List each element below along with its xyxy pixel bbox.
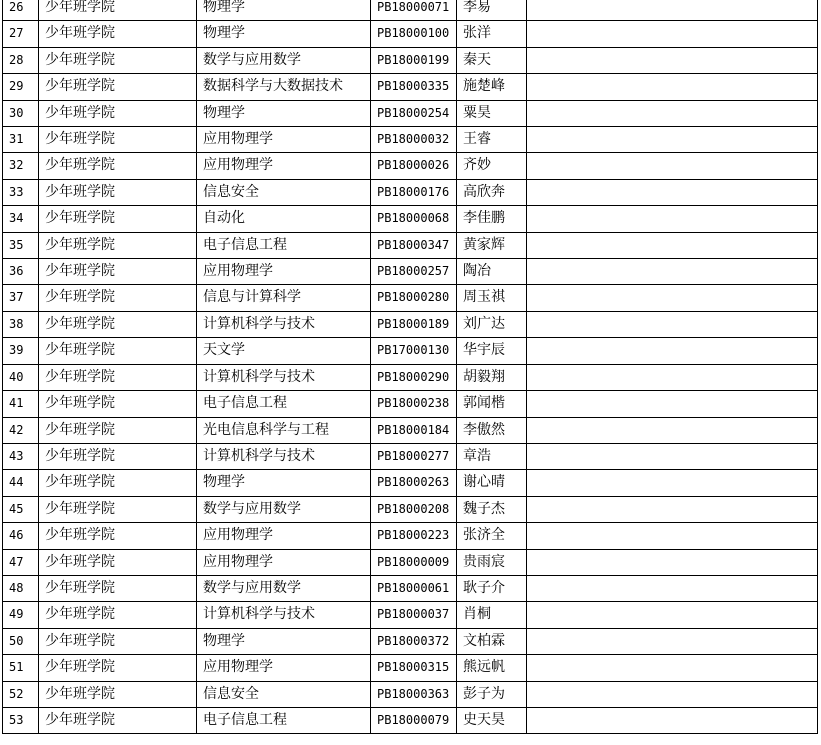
student-id-cell: PB18000372: [371, 628, 457, 654]
student-id-cell: PB18000335: [371, 74, 457, 100]
row-number-cell: 36: [3, 259, 39, 285]
student-id-cell: PB18000315: [371, 655, 457, 681]
empty-cell: [527, 127, 818, 153]
table-row: [3, 523, 818, 549]
row-number-cell: 50: [3, 628, 39, 654]
college-cell: 少年班学院: [39, 628, 197, 654]
row-number-cell: 30: [3, 100, 39, 126]
major-cell: 光电信息科学与工程: [197, 417, 371, 443]
college-cell: 少年班学院: [39, 338, 197, 364]
empty-cell: [527, 259, 818, 285]
student-name-cell: 谢心晴: [457, 470, 527, 496]
college-cell: 少年班学院: [39, 21, 197, 47]
row-number-cell: 51: [3, 655, 39, 681]
major-cell: 应用物理学: [197, 127, 371, 153]
row-number-cell: 49: [3, 602, 39, 628]
student-name-cell: 施楚峰: [457, 74, 527, 100]
row-number-cell: 46: [3, 523, 39, 549]
student-id-cell: PB18000347: [371, 232, 457, 258]
student-name-cell: 秦天: [457, 47, 527, 73]
table-row: [3, 338, 818, 364]
table-row: [3, 364, 818, 390]
student-name-cell: 粟昊: [457, 100, 527, 126]
college-cell: 少年班学院: [39, 259, 197, 285]
student-id-cell: PB18000277: [371, 443, 457, 469]
table-row: [3, 127, 818, 153]
student-name-cell: 耿子介: [457, 575, 527, 601]
table-row: [3, 681, 818, 707]
table-row: [3, 602, 818, 628]
major-cell: 电子信息工程: [197, 232, 371, 258]
table-row: [3, 47, 818, 73]
college-cell: 少年班学院: [39, 100, 197, 126]
table-row: [3, 74, 818, 100]
student-name-cell: 陶冶: [457, 259, 527, 285]
empty-cell: [527, 311, 818, 337]
major-cell: 物理学: [197, 100, 371, 126]
college-cell: 少年班学院: [39, 74, 197, 100]
student-id-cell: PB18000100: [371, 21, 457, 47]
college-cell: 少年班学院: [39, 443, 197, 469]
empty-cell: [527, 655, 818, 681]
row-number-cell: 42: [3, 417, 39, 443]
student-id-cell: PB18000176: [371, 179, 457, 205]
college-cell: 少年班学院: [39, 417, 197, 443]
empty-cell: [527, 232, 818, 258]
student-name-cell: 李佳鹏: [457, 206, 527, 232]
row-number-cell: 35: [3, 232, 39, 258]
student-id-cell: PB18000184: [371, 417, 457, 443]
table-row: [3, 0, 818, 21]
college-cell: 少年班学院: [39, 575, 197, 601]
student-name-cell: 章浩: [457, 443, 527, 469]
student-name-cell: 史天昊: [457, 707, 527, 733]
student-name-cell: 贵雨宸: [457, 549, 527, 575]
student-id-cell: PB18000280: [371, 285, 457, 311]
student-name-cell: 李易: [457, 0, 527, 21]
empty-cell: [527, 100, 818, 126]
table-row: [3, 232, 818, 258]
student-id-cell: PB18000068: [371, 206, 457, 232]
table-row: [3, 259, 818, 285]
college-cell: 少年班学院: [39, 602, 197, 628]
empty-cell: [527, 153, 818, 179]
empty-cell: [527, 47, 818, 73]
college-cell: 少年班学院: [39, 47, 197, 73]
row-number-cell: 26: [3, 0, 39, 21]
table-row: [3, 496, 818, 522]
empty-cell: [527, 74, 818, 100]
table-row: [3, 443, 818, 469]
student-id-cell: PB18000290: [371, 364, 457, 390]
major-cell: 电子信息工程: [197, 707, 371, 733]
student-id-cell: PB18000037: [371, 602, 457, 628]
row-number-cell: 29: [3, 74, 39, 100]
table-row: [3, 285, 818, 311]
row-number-cell: 37: [3, 285, 39, 311]
major-cell: 电子信息工程: [197, 391, 371, 417]
row-number-cell: 47: [3, 549, 39, 575]
table-row: [3, 628, 818, 654]
student-id-cell: PB18000263: [371, 470, 457, 496]
student-id-cell: PB18000079: [371, 707, 457, 733]
table-row: [3, 549, 818, 575]
student-name-cell: 肖桐: [457, 602, 527, 628]
major-cell: 信息安全: [197, 681, 371, 707]
student-name-cell: 张洋: [457, 21, 527, 47]
table-row: [3, 707, 818, 733]
empty-cell: [527, 602, 818, 628]
row-number-cell: 52: [3, 681, 39, 707]
major-cell: 天文学: [197, 338, 371, 364]
table-row: [3, 655, 818, 681]
empty-cell: [527, 549, 818, 575]
college-cell: 少年班学院: [39, 179, 197, 205]
empty-cell: [527, 681, 818, 707]
college-cell: 少年班学院: [39, 153, 197, 179]
student-id-cell: PB18000061: [371, 575, 457, 601]
table-row: [3, 153, 818, 179]
student-name-cell: 王睿: [457, 127, 527, 153]
major-cell: 物理学: [197, 0, 371, 21]
major-cell: 数学与应用数学: [197, 47, 371, 73]
student-name-cell: 刘广达: [457, 311, 527, 337]
row-number-cell: 38: [3, 311, 39, 337]
empty-cell: [527, 338, 818, 364]
row-number-cell: 43: [3, 443, 39, 469]
college-cell: 少年班学院: [39, 523, 197, 549]
student-id-cell: PB18000254: [371, 100, 457, 126]
student-name-cell: 黄家辉: [457, 232, 527, 258]
major-cell: 计算机科学与技术: [197, 364, 371, 390]
college-cell: 少年班学院: [39, 391, 197, 417]
row-number-cell: 40: [3, 364, 39, 390]
college-cell: 少年班学院: [39, 364, 197, 390]
row-number-cell: 31: [3, 127, 39, 153]
empty-cell: [527, 707, 818, 733]
table-row: [3, 470, 818, 496]
empty-cell: [527, 0, 818, 21]
empty-cell: [527, 470, 818, 496]
table-row: [3, 206, 818, 232]
college-cell: 少年班学院: [39, 127, 197, 153]
empty-cell: [527, 417, 818, 443]
student-name-cell: 高欣奔: [457, 179, 527, 205]
empty-cell: [527, 628, 818, 654]
row-number-cell: 48: [3, 575, 39, 601]
student-id-cell: PB18000238: [371, 391, 457, 417]
major-cell: 数学与应用数学: [197, 496, 371, 522]
college-cell: 少年班学院: [39, 206, 197, 232]
major-cell: 计算机科学与技术: [197, 311, 371, 337]
row-number-cell: 41: [3, 391, 39, 417]
row-number-cell: 34: [3, 206, 39, 232]
student-id-cell: PB18000032: [371, 127, 457, 153]
student-name-cell: 郭闻楷: [457, 391, 527, 417]
major-cell: 应用物理学: [197, 549, 371, 575]
empty-cell: [527, 575, 818, 601]
major-cell: 数学与应用数学: [197, 575, 371, 601]
student-id-cell: PB18000189: [371, 311, 457, 337]
row-number-cell: 32: [3, 153, 39, 179]
major-cell: 物理学: [197, 21, 371, 47]
table-body: [3, 0, 818, 734]
student-id-cell: PB18000026: [371, 153, 457, 179]
major-cell: 物理学: [197, 628, 371, 654]
college-cell: 少年班学院: [39, 655, 197, 681]
major-cell: 信息安全: [197, 179, 371, 205]
college-cell: 少年班学院: [39, 707, 197, 733]
row-number-cell: 27: [3, 21, 39, 47]
major-cell: 应用物理学: [197, 655, 371, 681]
row-number-cell: 53: [3, 707, 39, 733]
major-cell: 计算机科学与技术: [197, 602, 371, 628]
table-row: [3, 179, 818, 205]
row-number-cell: 33: [3, 179, 39, 205]
student-id-cell: PB18000208: [371, 496, 457, 522]
college-cell: 少年班学院: [39, 232, 197, 258]
table-row: [3, 311, 818, 337]
college-cell: 少年班学院: [39, 470, 197, 496]
student-list-table: [2, 0, 818, 734]
row-number-cell: 28: [3, 47, 39, 73]
table-row: [3, 21, 818, 47]
college-cell: 少年班学院: [39, 311, 197, 337]
major-cell: 应用物理学: [197, 523, 371, 549]
major-cell: 信息与计算科学: [197, 285, 371, 311]
student-id-cell: PB18000199: [371, 47, 457, 73]
empty-cell: [527, 179, 818, 205]
student-id-cell: PB18000223: [371, 523, 457, 549]
student-name-cell: 文柏霖: [457, 628, 527, 654]
student-name-cell: 李傲然: [457, 417, 527, 443]
student-name-cell: 张济全: [457, 523, 527, 549]
student-name-cell: 熊远帆: [457, 655, 527, 681]
empty-cell: [527, 206, 818, 232]
row-number-cell: 44: [3, 470, 39, 496]
table-row: [3, 391, 818, 417]
student-id-cell: PB18000009: [371, 549, 457, 575]
empty-cell: [527, 443, 818, 469]
college-cell: 少年班学院: [39, 681, 197, 707]
empty-cell: [527, 21, 818, 47]
major-cell: 数据科学与大数据技术: [197, 74, 371, 100]
student-id-cell: PB18000363: [371, 681, 457, 707]
student-id-cell: PB17000130: [371, 338, 457, 364]
empty-cell: [527, 391, 818, 417]
empty-cell: [527, 364, 818, 390]
major-cell: 应用物理学: [197, 259, 371, 285]
table-row: [3, 575, 818, 601]
college-cell: 少年班学院: [39, 549, 197, 575]
row-number-cell: 39: [3, 338, 39, 364]
student-name-cell: 周玉祺: [457, 285, 527, 311]
empty-cell: [527, 496, 818, 522]
major-cell: 计算机科学与技术: [197, 443, 371, 469]
major-cell: 自动化: [197, 206, 371, 232]
major-cell: 物理学: [197, 470, 371, 496]
empty-cell: [527, 285, 818, 311]
student-name-cell: 胡毅翔: [457, 364, 527, 390]
college-cell: 少年班学院: [39, 496, 197, 522]
student-name-cell: 华宇辰: [457, 338, 527, 364]
college-cell: 少年班学院: [39, 0, 197, 21]
college-cell: 少年班学院: [39, 285, 197, 311]
table-row: [3, 100, 818, 126]
row-number-cell: 45: [3, 496, 39, 522]
student-id-cell: PB18000071: [371, 0, 457, 21]
major-cell: 应用物理学: [197, 153, 371, 179]
table-row: [3, 417, 818, 443]
student-name-cell: 魏子杰: [457, 496, 527, 522]
empty-cell: [527, 523, 818, 549]
student-name-cell: 齐妙: [457, 153, 527, 179]
student-id-cell: PB18000257: [371, 259, 457, 285]
student-name-cell: 彭子为: [457, 681, 527, 707]
